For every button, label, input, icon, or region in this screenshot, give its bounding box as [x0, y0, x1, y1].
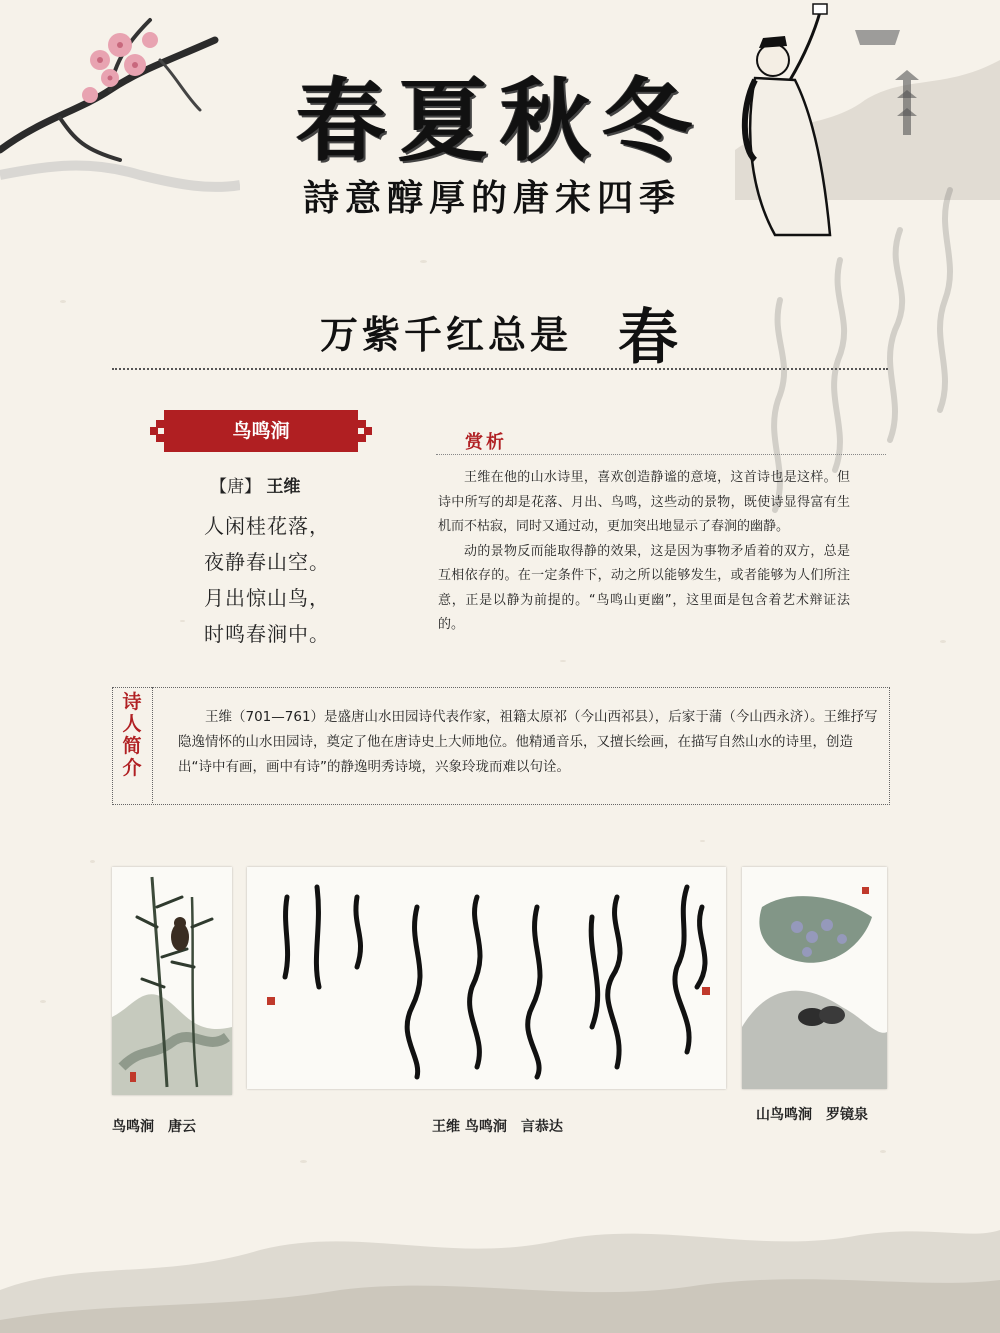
artwork-caption: 鸟鸣涧 唐云: [112, 1119, 196, 1135]
poem-line: 夜静春山空。: [204, 550, 330, 574]
analysis-paragraph: 王维在他的山水诗里，喜欢创造静谧的意境，这首诗也是这样。但诗中所写的却是花落、月出、鸟鸣，这些动的景物，既使诗显得富有生机而不枯寂，同时又通过动，更加突出地显示了春涧的幽静。: [438, 470, 850, 534]
poet-intro-tab-char: 介: [122, 757, 142, 779]
analysis-heading: 赏析: [465, 432, 507, 453]
bird-flower-painting: [742, 867, 887, 1089]
poem-author: [210, 472, 300, 497]
poem-title-banner: [150, 410, 372, 452]
analysis-paragraph: 动的景物反而能取得静的效果，这是因为事物矛盾着的双方，总是互相依存的。在一定条件下，动之所以能够发生，或者能够为人们所注意，正是以静为前提的。“鸟鸣山更幽”，这里面是包含着艺术辩证法的。: [438, 543, 850, 632]
section-title-prefix: 万紫千红总是: [320, 312, 573, 357]
poet-intro-tab: [112, 687, 153, 803]
subtitle: 詩意醇厚的唐宋四季: [302, 177, 681, 219]
poem-line: 时鸣春涧中。: [204, 622, 330, 646]
analysis-body: [438, 466, 850, 638]
section-title: [300, 290, 700, 373]
divider: [112, 368, 888, 370]
bird-bamboo-painting: [112, 867, 232, 1095]
analysis-divider: [436, 454, 886, 455]
poem-title: 鸟鸣涧: [232, 420, 290, 442]
poet-intro-text: [178, 705, 878, 780]
bottom-ink-wash: [0, 1180, 1000, 1333]
section-title-char: 春: [618, 303, 678, 373]
poet-intro-tab-char: 诗: [122, 691, 142, 713]
main-title: 春夏秋冬: [296, 68, 704, 174]
poem-poet: 王维: [266, 477, 301, 497]
poem-body: [204, 508, 330, 652]
poet-intro-tab-char: 简: [122, 735, 142, 757]
poem-line: 月出惊山鸟，: [204, 586, 330, 610]
plum-blossom-painting: [0, 0, 240, 200]
poem-line: 人闲桂花落，: [204, 514, 330, 538]
artwork-caption: 山鸟鸣涧 罗镜泉: [756, 1107, 868, 1123]
poet-intro-tab-char: 人: [122, 713, 142, 735]
artwork-caption: 王维 鸟鸣涧 言恭达: [432, 1119, 563, 1135]
poem-dynasty: 【唐】: [210, 477, 261, 497]
poet-intro-paragraph: 王维（701—761）是盛唐山水田园诗代表作家，祖籍太原祁（今山西祁县），后家于蒲（今山西永济）。王维抒写隐逸情怀的山水田园诗，奠定了他在唐诗史上大师地位。他精通音乐，又擅长绘画，在描写自然山水的诗里，创造出“诗中有画，画中有诗”的静逸明秀诗境，兴象玲珑而难以句诠。: [178, 709, 878, 775]
calligraphy-artwork: [247, 867, 726, 1089]
